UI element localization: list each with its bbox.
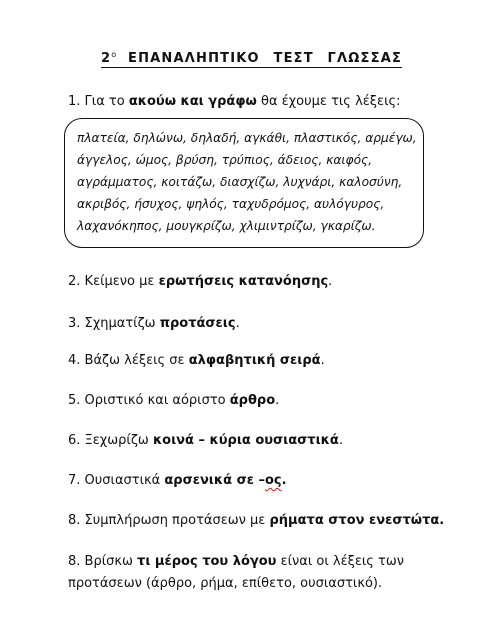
item-8b-text: Βρίσκω <box>84 554 133 569</box>
item-3-bold: προτάσεις <box>159 316 236 331</box>
item-7 <box>68 472 287 490</box>
item-3-end: . <box>235 316 240 331</box>
item-4-bold: αλφαβητική σειρά <box>188 353 321 368</box>
item-2-text: Κείμενο με <box>84 274 155 289</box>
item-1-number: 1. <box>68 94 81 109</box>
item-8a-text: Συμπλήρωση προτάσεων με <box>84 513 266 528</box>
item-4-text: Βάζω λέξεις σε <box>84 353 185 368</box>
word-line: αγράμματος, κοιτάζω, διασχίζω, λυχνάρι, καλοσύνη, <box>77 175 403 189</box>
item-4 <box>68 352 325 370</box>
item-5-number: 5. <box>68 393 81 408</box>
item-1-text: Για το <box>84 94 125 109</box>
title-text: ΕΠΑΝΑΛΗΠΤΙΚΟ ΤΕΣΤ ΓΛΩΣΣΑΣ <box>127 51 403 66</box>
item-6-number: 6. <box>68 433 81 448</box>
item-1-text-end: θα έχουμε τις λέξεις: <box>260 94 401 109</box>
item-2-end: . <box>328 274 333 289</box>
title-number: 2 <box>100 51 112 66</box>
item-7-end: . <box>281 473 287 488</box>
item-5-text: Οριστικό και αόριστο <box>84 393 226 408</box>
item-6-end: . <box>338 433 343 448</box>
item-3 <box>68 315 240 333</box>
item-8a <box>68 512 444 530</box>
word-line: άγγελος, ώμος, βρύση, τρύπιος, άδειος, καιφός, <box>77 153 373 167</box>
item-8b-text-end: είναι οι λέξεις των <box>280 554 405 569</box>
word-line: ακριβός, ήσυχος, ψηλός, ταχυδρόμος, αυλόγυρος, <box>77 197 385 211</box>
item-1-bold: ακούω και γράφω <box>128 94 257 109</box>
item-8a-bold: ρήματα στον ενεστώτα. <box>269 513 445 528</box>
item-6-text: Ξεχωρίζω <box>84 433 149 448</box>
item-5 <box>68 392 279 410</box>
item-8b-line-2: προτάσεων (άρθρο, ρήμα, επίθετο, ουσιαστικό). <box>68 576 383 591</box>
item-1 <box>68 93 400 111</box>
item-7-text: Ουσιαστικά <box>84 473 161 488</box>
item-7-suffix: ος <box>264 473 282 488</box>
title-superscript: ο <box>111 50 118 59</box>
item-2 <box>68 273 332 291</box>
item-8a-number: 8. <box>68 513 81 528</box>
item-6 <box>68 432 343 450</box>
item-8b-number: 8. <box>68 554 81 569</box>
item-2-bold: ερωτήσεις κατανόησης <box>158 274 329 289</box>
item-7-number: 7. <box>68 473 81 488</box>
item-3-number: 3. <box>68 316 81 331</box>
item-7-bold: αρσενικά σε – <box>164 473 265 488</box>
item-8b-bold: τι μέρος του λόγου <box>137 554 277 569</box>
item-4-end: . <box>320 353 325 368</box>
page-title <box>0 50 503 66</box>
item-5-end: . <box>275 393 280 408</box>
word-list-box <box>64 118 424 248</box>
item-8b <box>68 553 404 593</box>
item-2-number: 2. <box>68 274 81 289</box>
item-6-bold: κοινά – κύρια ουσιαστικά <box>152 433 339 448</box>
word-line: πλατεία, δηλώνω, δηλαδή, αγκάθι, πλαστικός, αρμέγω, <box>77 131 417 145</box>
item-5-bold: άρθρο <box>229 393 276 408</box>
item-4-number: 4. <box>68 353 81 368</box>
word-line: λαχανόκηπος, μουγκρίζω, χλιμιντρίζω, γκαρίζω. <box>77 219 376 233</box>
item-3-text: Σχηματίζω <box>84 316 156 331</box>
